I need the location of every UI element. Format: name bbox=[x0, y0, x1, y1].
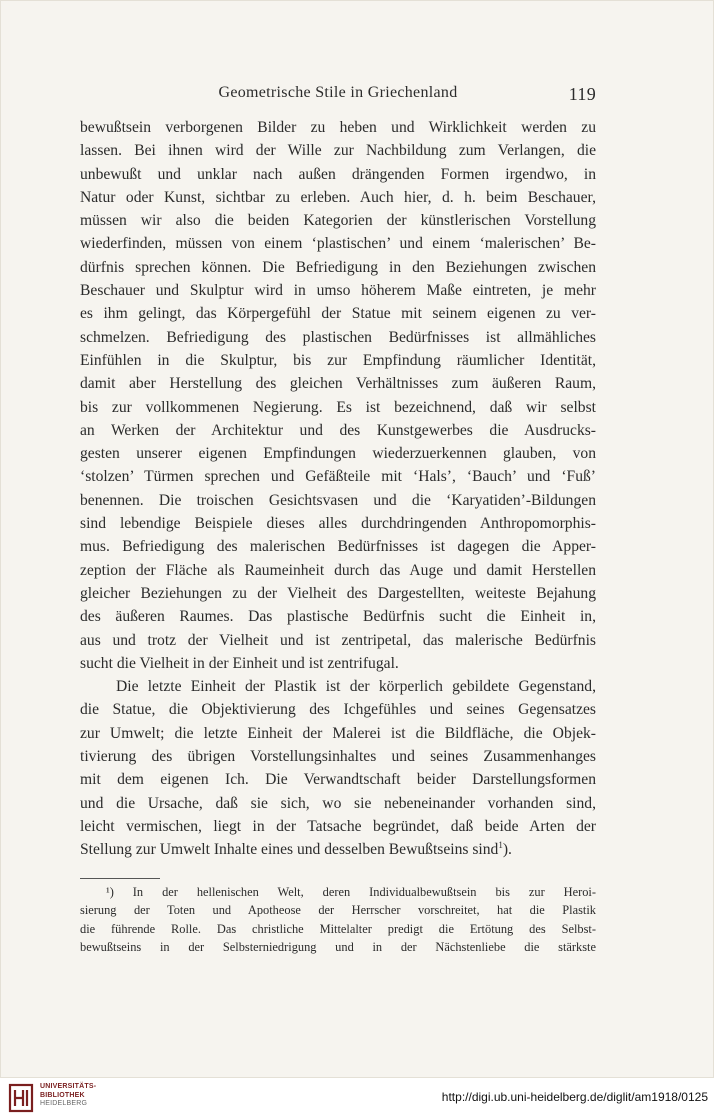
body-line bbox=[80, 349, 596, 372]
body-text bbox=[80, 116, 596, 862]
library-name-line-1: UNIVERSITÄTS- bbox=[40, 1083, 97, 1090]
body-line-text: es ihm gelingt, das Körpergefühl der Statue mit seinem eigenen zu ver- bbox=[80, 305, 596, 323]
body-line-text: Einfühlen in die Skulptur, bis zur Empfindung räumlicher Identität, bbox=[80, 351, 596, 369]
body-line bbox=[80, 442, 596, 465]
library-name-line-2: BIBLIOTHEK bbox=[40, 1091, 85, 1099]
body-line bbox=[80, 279, 596, 302]
body-line-text: gesten unserer eigenen Empfindungen wiederzuerkennen glauben, von bbox=[80, 445, 596, 463]
body-line bbox=[80, 186, 596, 209]
body-line-text: Natur oder Kunst, sichtbar zu erleben. Auch hier, d. h. beim Beschauer, bbox=[80, 188, 596, 206]
body-line-text: leicht vermischen, liegt in der Tatsache begründet, daß beide Arten der bbox=[80, 817, 596, 835]
body-line-text: mit dem eigenen Ich. Die Verwandtschaft beider Darstellungsformen bbox=[80, 771, 596, 789]
body-line bbox=[80, 163, 596, 186]
body-line-text: damit aber Herstellung des gleichen Verhältnisses zum äußeren Raum, bbox=[80, 375, 596, 393]
body-line bbox=[80, 256, 596, 279]
body-line bbox=[80, 419, 596, 442]
body-line bbox=[80, 559, 596, 582]
body-line-text: müssen wir also die beiden Kategorien der künstlerischen Vorstellung bbox=[80, 212, 596, 230]
body-line-text: gleicher Beziehungen zu der Vielheit des Dargestellten, weiteste Bejahung bbox=[80, 584, 596, 602]
body-line-text: sind lebendige Beispiele dieses alles durchdringenden Anthropomorphis- bbox=[80, 515, 596, 533]
body-line-tail: ). bbox=[502, 841, 512, 859]
body-line-text: bewußtsein verborgenen Bilder zu heben und Wirklichkeit werden zu bbox=[80, 119, 596, 136]
running-head-title: Geometrische Stile in Griechenland bbox=[218, 84, 458, 101]
footnote-rule bbox=[80, 878, 160, 879]
footnote-line: die führende Rolle. Das christliche Mittelalter predigt die Ertötung des Selbst- bbox=[80, 921, 596, 936]
body-line bbox=[80, 512, 596, 535]
body-line bbox=[80, 675, 596, 698]
body-line-text: lassen. Bei ihnen wird der Wille zur Nachbildung zum Verlangen, die bbox=[80, 142, 596, 160]
page-number: 119 bbox=[568, 84, 596, 104]
body-line bbox=[80, 396, 596, 419]
body-line-text: zeption der Fläche als Raumeinheit durch das Auge und damit Herstellen bbox=[80, 561, 596, 579]
body-line-text: benennen. Die troischen Gesichtsvasen und die ‘Karyatiden’-Bildungen bbox=[80, 491, 596, 509]
body-line bbox=[80, 139, 596, 162]
body-line-text: und die Ursache, daß sie sich, wo sie nebeneinander vorhanden sind, bbox=[80, 794, 596, 812]
body-line bbox=[80, 768, 596, 791]
footnote-marker[interactable]: 1 bbox=[498, 840, 503, 851]
body-line-text: ‘stolzen’ Türmen sprechen und Gefäßteile mit ‘Hals’, ‘Bauch’ und ‘Fuß’ bbox=[80, 468, 596, 486]
footnote-line: bewußtseins in der Selbsterniedrigung und in der Nächstenliebe die stärkste bbox=[80, 940, 596, 955]
body-line-text: Beschauer und Skulptur wird in umso höherem Maße eintreten, je mehr bbox=[80, 282, 596, 300]
footnote-line: sierung der Toten und Apotheose der Herrscher vorschreitet, hat die Plastik bbox=[80, 903, 596, 918]
body-line bbox=[80, 326, 596, 349]
body-line-text: wiederfinden, müssen von einem ‘plastischen’ und einem ‘malerischen’ Be- bbox=[80, 235, 596, 253]
body-line-text: unbewußt und unklar nach außen drängenden Formen irgendwo, in bbox=[80, 165, 596, 183]
body-line bbox=[80, 745, 596, 768]
footnote-line: ¹) In der hellenischen Welt, deren Individualbewußtsein bis zur Heroi- bbox=[106, 885, 596, 899]
body-line bbox=[80, 815, 596, 838]
body-line bbox=[80, 232, 596, 255]
body-line-text: schmelzen. Befriedigung des plastischen Bedürfnisses ist allmähliches bbox=[80, 328, 596, 346]
body-line bbox=[80, 792, 596, 815]
library-name-line-3: HEIDELBERG bbox=[40, 1100, 88, 1107]
body-line bbox=[80, 605, 596, 628]
body-line-text: die Statue, die Objektivierung des Ichgefühles und seines Gegensatzes bbox=[80, 701, 596, 719]
body-line-text: tivierung des übrigen Vorstellungsinhaltes und seines Zusammenhanges bbox=[80, 748, 596, 766]
body-line-text: dürfnis sprechen können. Die Befriedigung in den Beziehungen zwischen bbox=[80, 258, 596, 276]
body-line bbox=[80, 489, 596, 512]
body-line bbox=[80, 722, 596, 745]
viewer-footer bbox=[0, 1078, 714, 1118]
body-line bbox=[80, 535, 596, 558]
body-line-text: des äußeren Raumes. Das plastische Bedürfnis sucht die Einheit in, bbox=[80, 608, 596, 626]
body-line-text: aus und trotz der Vielheit und ist zentripetal, das malerische Bedürfnis bbox=[80, 631, 596, 649]
body-line bbox=[80, 116, 596, 139]
body-line bbox=[80, 209, 596, 232]
footnotes bbox=[80, 883, 596, 957]
body-line bbox=[80, 465, 596, 488]
body-line bbox=[80, 838, 596, 861]
body-line bbox=[80, 582, 596, 605]
body-line-text: bis zur vollkommenen Negierung. Es ist bezeichnend, daß wir selbst bbox=[80, 398, 596, 416]
body-line bbox=[80, 302, 596, 325]
body-line bbox=[80, 629, 596, 652]
body-line bbox=[80, 698, 596, 721]
body-line-text: zur Umwelt; die letzte Einheit der Malerei ist die Bildfläche, die Objek- bbox=[80, 724, 596, 742]
body-line-text: Die letzte Einheit der Plastik ist der körperlich gebildete Gegenstand, bbox=[116, 678, 596, 696]
body-line bbox=[80, 652, 596, 675]
body-line-text: sucht die Vielheit in der Einheit und ist zentrifugal. bbox=[80, 654, 399, 672]
permalink[interactable]: http://digi.ub.uni-heidelberg.de/diglit/am1918/0125 bbox=[441, 1090, 708, 1104]
body-line bbox=[80, 372, 596, 395]
library-name bbox=[40, 1083, 96, 1109]
body-line-text: Stellung zur Umwelt Inhalte eines und desselben Bewußtseins sind bbox=[80, 841, 499, 859]
library-logo-icon bbox=[8, 1082, 34, 1114]
body-line-text: an Werken der Architektur und des Kunstgewerbes die Ausdrucks- bbox=[80, 421, 596, 439]
body-line-text: mus. Befriedigung des malerischen Bedürfnisses ist dagegen die Apper- bbox=[80, 538, 596, 556]
